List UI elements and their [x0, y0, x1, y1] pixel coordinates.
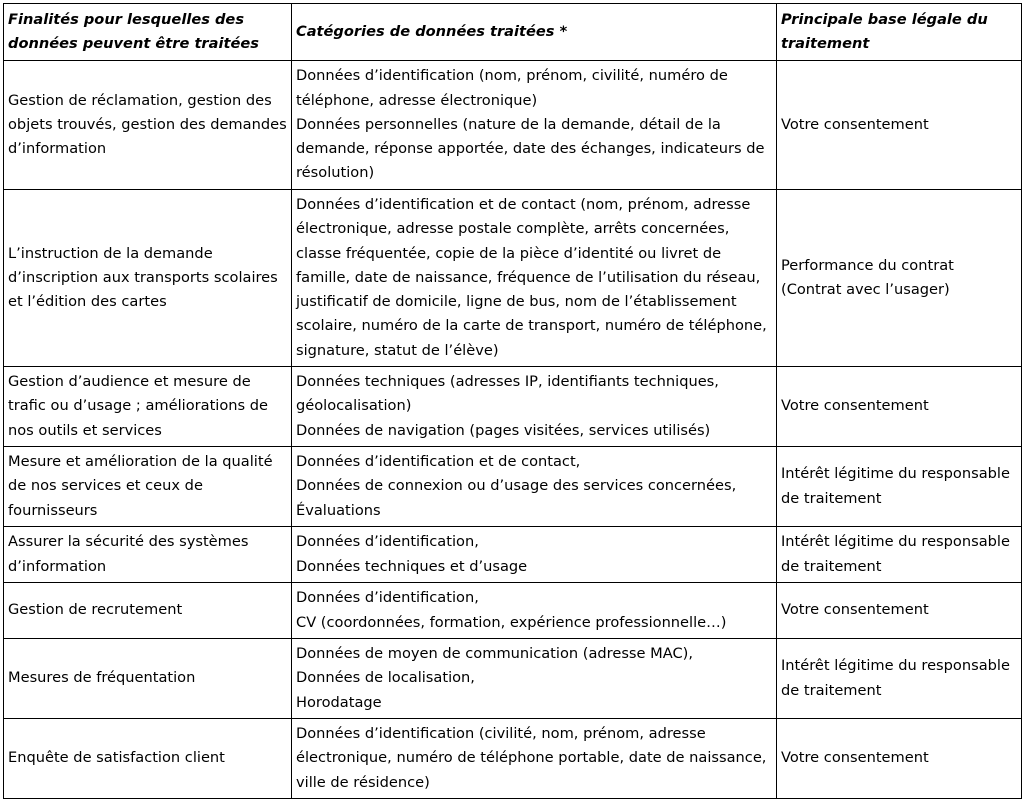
cell-line: de nos services et ceux de — [8, 477, 203, 495]
cell-legal-basis — [777, 639, 1022, 719]
cell-purpose — [4, 447, 292, 527]
table-row — [4, 367, 1022, 447]
table-row — [4, 719, 1022, 799]
cell-line: Intérêt légitime du responsable — [781, 657, 1010, 675]
cell-categories — [292, 61, 777, 190]
cell-line: Enquête de satisfaction client — [8, 749, 225, 767]
cell-line: nos outils et services — [8, 421, 162, 439]
cell-line: de traitement — [781, 557, 882, 575]
cell-line: géolocalisation) — [296, 397, 412, 415]
cell-legal-basis — [777, 719, 1022, 799]
header-purposes-line: données peuvent être traitées — [8, 35, 259, 52]
cell-legal-basis — [777, 447, 1022, 527]
cell-purpose — [4, 527, 292, 583]
cell-legal-basis — [777, 190, 1022, 367]
header-purposes-line: Finalités pour lesquelles des — [8, 10, 245, 28]
cell-line: Données de moyen de communication (adresse MAC), — [296, 645, 693, 663]
cell-line: téléphone, adresse électronique) — [296, 91, 538, 109]
table-row — [4, 61, 1022, 190]
cell-line: trafic ou d’usage ; améliorations de — [8, 397, 269, 415]
cell-line: Données de navigation (pages visitées, services utilisés) — [296, 421, 711, 439]
header-legal-basis — [777, 4, 1022, 61]
cell-line: Votre consentement — [781, 115, 929, 133]
cell-legal-basis — [777, 61, 1022, 190]
cell-line: résolution) — [296, 164, 375, 182]
cell-line: Mesures de fréquentation — [8, 669, 196, 687]
cell-purpose — [4, 61, 292, 190]
cell-purpose — [4, 583, 292, 639]
cell-line: Données personnelles (nature de la demande, détail de la — [296, 115, 721, 133]
cell-line: d’inscription aux transports scolaires — [8, 268, 278, 286]
cell-line: Données d’identification et de contact, — [296, 453, 581, 471]
cell-line: classe fréquentée, copie de la pièce d’identité ou livret de — [296, 244, 722, 262]
table-row — [4, 527, 1022, 583]
cell-line: justificatif de domicile, ligne de bus, nom de l’établissement — [296, 293, 737, 311]
cell-line: demande, réponse apportée, date des échanges, indicateurs de — [296, 140, 765, 158]
cell-line: Performance du contrat — [781, 256, 954, 274]
cell-purpose — [4, 367, 292, 447]
cell-legal-basis — [777, 583, 1022, 639]
cell-categories — [292, 367, 777, 447]
table-row — [4, 583, 1022, 639]
cell-line: Données techniques et d’usage — [296, 557, 528, 575]
cell-line: (Contrat avec l’usager) — [781, 281, 950, 298]
cell-line: Données d’identification (nom, prénom, civilité, numéro de — [296, 67, 728, 85]
table-row — [4, 447, 1022, 527]
cell-legal-basis — [777, 367, 1022, 447]
cell-line: objets trouvés, gestion des demandes — [8, 115, 287, 133]
cell-line: Assurer la sécurité des systèmes — [8, 533, 249, 551]
cell-line: ville de résidence) — [296, 773, 430, 791]
cell-line: Gestion d’audience et mesure de — [8, 373, 251, 391]
cell-line: Données d’identification, — [296, 533, 479, 551]
cell-categories — [292, 639, 777, 719]
cell-categories — [292, 447, 777, 527]
cell-line: Votre consentement — [781, 601, 929, 619]
cell-line: fournisseurs — [8, 501, 98, 519]
cell-legal-basis — [777, 527, 1022, 583]
cell-line: Données d’identification, — [296, 589, 479, 607]
header-categories — [292, 4, 777, 61]
cell-categories — [292, 527, 777, 583]
cell-line: Évaluations — [296, 501, 381, 519]
table-header-row — [4, 4, 1022, 61]
cell-line: Mesure et amélioration de la qualité — [8, 453, 273, 471]
cell-line: Données d’identification et de contact (nom, prénom, adresse — [296, 196, 751, 214]
cell-line: Gestion de recrutement — [8, 601, 183, 619]
cell-line: Données d’identification (civilité, nom, prénom, adresse — [296, 725, 706, 743]
cell-purpose — [4, 190, 292, 367]
cell-line: d’information — [8, 140, 107, 158]
cell-line: Horodatage — [296, 693, 382, 711]
cell-line: famille, date de naissance, fréquence de l’utilisation du réseau, — [296, 268, 761, 286]
cell-purpose — [4, 719, 292, 799]
cell-categories — [292, 190, 777, 367]
cell-line: CV (coordonnées, formation, expérience professionnelle…) — [296, 613, 727, 631]
cell-line: Intérêt légitime du responsable — [781, 533, 1010, 551]
cell-line: L’instruction de la demande — [8, 244, 213, 262]
cell-line: Données de connexion ou d’usage des services concernées, — [296, 477, 737, 495]
cell-line: signature, statut de l’élève) — [296, 341, 499, 359]
cell-line: d’information — [8, 557, 107, 575]
cell-categories — [292, 719, 777, 799]
cell-line: de traitement — [781, 489, 882, 507]
cell-line: Votre consentement — [781, 749, 929, 767]
header-legal-basis-line: traitement — [781, 35, 870, 52]
cell-line: électronique, numéro de téléphone portable, date de naissance, — [296, 749, 767, 767]
table-row — [4, 639, 1022, 719]
cell-line: scolaire, numéro de la carte de transport, numéro de téléphone, — [296, 317, 767, 335]
cell-categories — [292, 583, 777, 639]
table-row — [4, 190, 1022, 367]
cell-line: Gestion de réclamation, gestion des — [8, 91, 272, 109]
cell-line: de traitement — [781, 681, 882, 699]
cell-line: et l’édition des cartes — [8, 293, 167, 311]
cell-line: Intérêt légitime du responsable — [781, 465, 1010, 483]
header-purposes — [4, 4, 292, 61]
header-categories-line: Catégories de données traitées * — [296, 22, 568, 40]
cell-line: Données techniques (adresses IP, identifiants techniques, — [296, 373, 719, 391]
data-processing-table — [3, 3, 1022, 799]
cell-line: électronique, adresse postale complète, arrêts concernées, — [296, 220, 730, 238]
cell-line: Votre consentement — [781, 397, 929, 415]
cell-line: Données de localisation, — [296, 669, 475, 687]
header-legal-basis-line: Principale base légale du — [781, 10, 988, 28]
cell-purpose — [4, 639, 292, 719]
